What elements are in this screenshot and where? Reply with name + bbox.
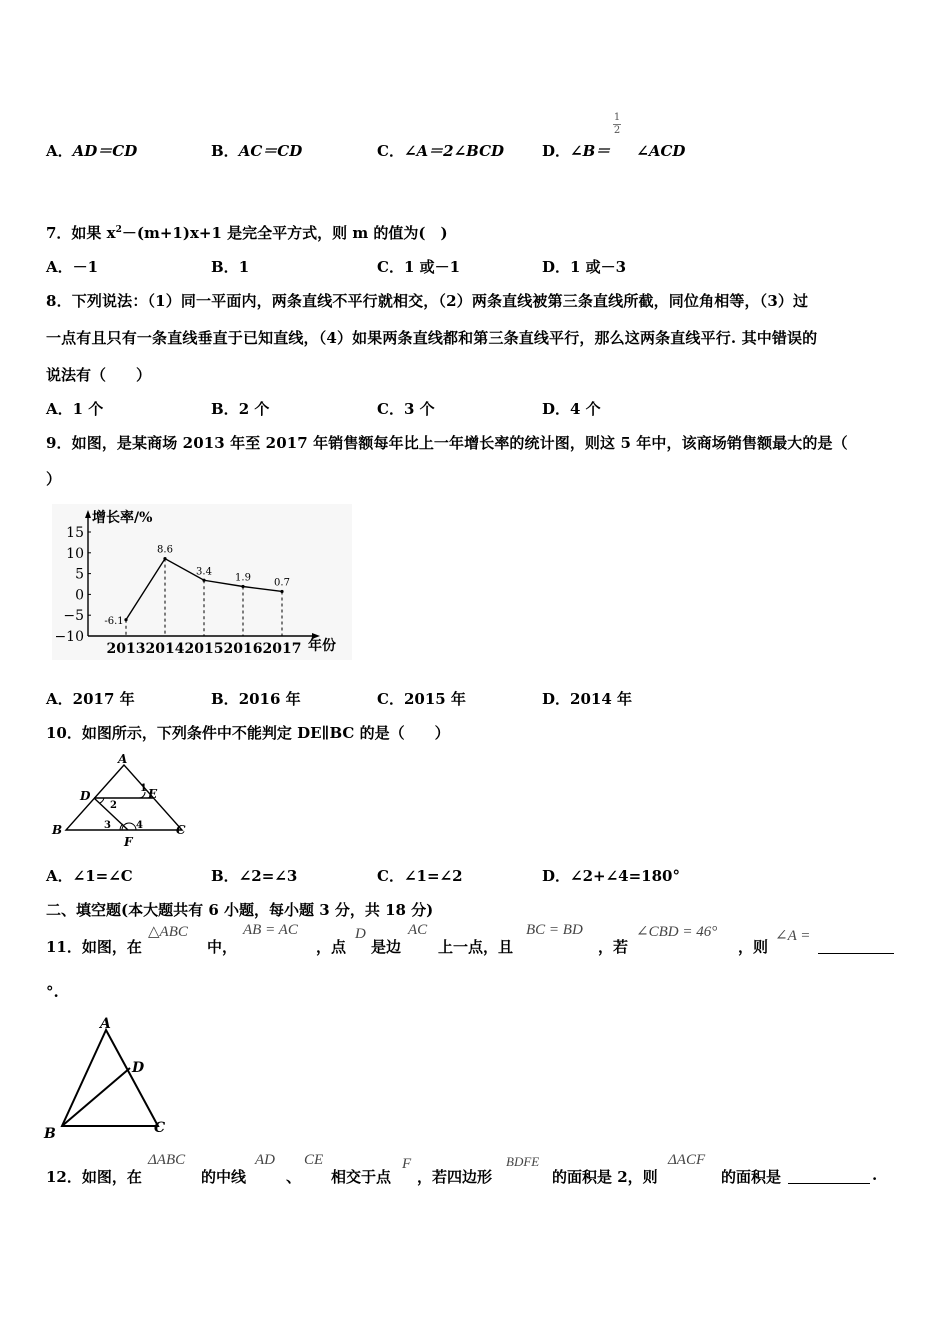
option-letter: D．: [542, 142, 571, 160]
option-text: 1 或－3: [570, 258, 627, 276]
option-letter: C．: [377, 867, 404, 885]
q11-math-bc-bd: BC = BD: [526, 922, 583, 938]
growth-rate-chart: [52, 504, 352, 660]
option-letter: D．: [542, 258, 571, 276]
option-text: 1 个: [72, 400, 104, 418]
option-text: 2017 年: [72, 690, 135, 708]
q12-text-2: 的中线: [201, 1168, 247, 1186]
chart-y-tick-label: 5: [75, 566, 84, 583]
q12-text-5: ，若四边形: [417, 1168, 493, 1186]
q9-option-c[interactable]: [377, 688, 466, 709]
q8-stem-line1: 8．下列说法：（1）同一平面内，两条直线不平行就相交，（2）两条直线被第三条直线所截，同位角相等，（3）过: [46, 292, 809, 310]
q7-option-c[interactable]: [377, 256, 460, 277]
option-letter: A．: [46, 142, 73, 160]
q6-option-a[interactable]: [46, 140, 137, 161]
q7-option-d[interactable]: [542, 256, 626, 277]
chart-y-tick-label: 15: [66, 525, 84, 541]
q8-option-a[interactable]: [46, 398, 103, 419]
option-letter: C．: [377, 258, 404, 276]
angle-label-1: 1: [140, 783, 147, 794]
q10-triangle-figure: [44, 750, 194, 850]
option-letter: B．: [211, 867, 239, 885]
q8-option-b[interactable]: [211, 398, 269, 419]
option-text: ∠ACD: [636, 142, 686, 160]
vertex-label-d: D: [132, 1060, 145, 1076]
angle-label-3: 3: [104, 820, 111, 831]
option-text: 1: [238, 258, 250, 276]
chart-y-tick-label: 10: [66, 545, 84, 562]
q12-math-f: F: [402, 1156, 412, 1172]
q11-text-tail: °.: [46, 983, 59, 1001]
vertex-label-f: F: [124, 835, 133, 849]
q6-option-c[interactable]: [377, 140, 504, 161]
stem-text: 7．如果 x: [46, 224, 116, 242]
option-text: AD＝CD: [72, 142, 138, 160]
option-text: －1: [72, 258, 99, 276]
angle-arc-2: [100, 798, 104, 803]
chart-x-tick-label: 2017: [262, 641, 302, 657]
q12-text-6: 的面积是 2，则: [552, 1168, 658, 1186]
q12-answer-blank[interactable]: [788, 1183, 870, 1184]
fraction-numerator: 1: [613, 112, 621, 123]
option-letter: D．: [542, 867, 571, 885]
option-text: ∠2+∠4=180°: [570, 867, 680, 885]
q11-math-d: D: [355, 926, 366, 942]
option-letter: C．: [377, 400, 404, 418]
q11-answer-blank[interactable]: [818, 953, 894, 954]
q9-stem-line1: 9．如图，是某商场 2013 年至 2017 年销售额每年比上一年增长率的统计图，则这 5 年中，该商场销售额最大的是（: [46, 434, 848, 452]
superscript: 2: [115, 225, 122, 235]
q9-option-d[interactable]: [542, 688, 632, 709]
chart-x-tick-label: 2013: [106, 641, 146, 657]
q8-option-c[interactable]: [377, 398, 435, 419]
chart-data-label: 3.4: [196, 566, 212, 578]
angle-label-2: 2: [110, 800, 117, 811]
option-letter: B．: [211, 690, 239, 708]
q11-math-triangle-abc: △ABC: [148, 924, 188, 940]
chart-data-point: [280, 590, 283, 593]
q11-text-1: 11．如图，在: [46, 938, 142, 956]
option-letter: D．: [542, 690, 571, 708]
chart-y-tick-label: 0: [75, 587, 84, 604]
q8-stem-line2: 一点有且只有一条直线垂直于已知直线，（4）如果两条直线都和第三条直线平行，那么这两条直线平行. 其中错误的: [46, 329, 818, 347]
chart-data-point: [202, 579, 205, 582]
q10-option-c[interactable]: [377, 865, 463, 886]
option-letter: A．: [46, 400, 73, 418]
vertex-label-a: A: [100, 1016, 111, 1032]
q6-option-b[interactable]: [211, 140, 302, 161]
chart-data-point: [241, 585, 244, 588]
chart-y-tick-label: −5: [63, 608, 84, 625]
q12-math-ce: CE: [304, 1152, 324, 1168]
option-text: AC＝CD: [238, 142, 303, 160]
vertex-label-e: E: [148, 787, 158, 801]
vertex-label-c: C: [176, 823, 186, 837]
q9-option-a[interactable]: [46, 688, 135, 709]
q11-text-5: 上一点，且: [438, 938, 514, 956]
segment-bd: [62, 1068, 130, 1126]
q9-stem-line2: ）: [46, 470, 62, 488]
vertex-label-a: A: [118, 752, 128, 766]
q12-math-bdfe: BDFE: [506, 1154, 540, 1169]
option-text: ∠B＝: [570, 142, 611, 160]
q9-option-b[interactable]: [211, 688, 301, 709]
option-letter: C．: [377, 690, 404, 708]
q10-option-a[interactable]: [46, 865, 133, 886]
q7-stem: [46, 222, 448, 243]
option-text: 3 个: [403, 400, 435, 418]
option-text: 4 个: [570, 400, 601, 418]
q12-math-triangle-acf: ΔACF: [668, 1152, 706, 1168]
q12-text-1: 12．如图，在: [46, 1168, 142, 1186]
option-text: 2014 年: [570, 690, 632, 708]
section-heading: 二、填空题(本大题共有 6 小题，每小题 3 分，共 18 分): [46, 901, 434, 919]
chart-data-label: 8.6: [157, 544, 173, 556]
option-letter: A．: [46, 690, 73, 708]
q11-text-6: ，若: [598, 938, 629, 956]
chart-y-tick-label: −10: [54, 629, 84, 645]
chart-ylabel: 增长率/%: [92, 510, 153, 526]
q12-text-3: 、: [286, 1168, 302, 1186]
option-text: ∠A＝2∠BCD: [403, 142, 505, 160]
chart-xlabel: 年份: [308, 638, 336, 654]
option-text: 2015 年: [403, 690, 466, 708]
vertex-label-d: D: [80, 789, 91, 803]
q12-text-4: 相交于点: [331, 1168, 392, 1186]
vertex-label-c: C: [154, 1120, 166, 1136]
q12-text-7: 的面积是: [721, 1168, 782, 1186]
chart-data-point: [124, 618, 127, 621]
chart-x-tick-label: 2014: [145, 641, 185, 657]
vertex-label-b: B: [44, 1126, 56, 1142]
q10-option-d[interactable]: [542, 865, 680, 886]
option-letter: A．: [46, 258, 73, 276]
q12-text-tail: .: [872, 1166, 878, 1184]
chart-x-tick-label: 2015: [184, 641, 224, 657]
q12-math-ad: AD: [255, 1152, 275, 1168]
triangle-abc: [62, 1030, 158, 1126]
angle-label-4: 4: [136, 820, 143, 831]
q11-math-angle-a: ∠A =: [775, 928, 811, 944]
option-text: 1 或－1: [403, 258, 461, 276]
q11-math-ac: AC: [408, 922, 428, 938]
q8-stem-line3: 说法有（ ）: [46, 366, 152, 384]
option-text: 2 个: [238, 400, 270, 418]
q11-triangle-figure: [40, 1012, 180, 1142]
q11-math-angle-cbd: ∠CBD = 46°: [636, 924, 718, 940]
option-text: ∠2=∠3: [238, 867, 298, 885]
q7-option-b[interactable]: [211, 256, 249, 277]
chart-data-label: 1.9: [235, 572, 251, 584]
chart-data-label: -6.1: [104, 615, 124, 627]
q11-text-3: ，点: [316, 938, 347, 956]
option-text: 2016 年: [238, 690, 301, 708]
chart-data-point: [163, 557, 166, 560]
q12-math-triangle-abc: ΔABC: [148, 1152, 186, 1168]
option-letter: B．: [211, 258, 239, 276]
option-text: ∠1=∠2: [403, 867, 463, 885]
vertex-label-b: B: [52, 823, 63, 837]
fraction-denominator: 2: [613, 125, 621, 136]
q11-math-ab-ac: AB = AC: [243, 922, 298, 938]
option-letter: D．: [542, 400, 571, 418]
q7-option-a[interactable]: [46, 256, 98, 277]
q10-option-b[interactable]: [211, 865, 297, 886]
q6-option-d[interactable]: [542, 140, 685, 161]
q8-option-d[interactable]: [542, 398, 601, 419]
option-letter: B．: [211, 400, 239, 418]
q11-text-2: 中，: [207, 938, 238, 956]
q11-text-7: ，则: [738, 938, 769, 956]
option-text: ∠1=∠C: [72, 867, 133, 885]
q11-text-4: 是边: [371, 938, 402, 956]
option-letter: C．: [377, 142, 404, 160]
stem-text: －(m+1)x+1 是完全平方式，则 m 的值为( ): [121, 224, 448, 242]
q10-stem: 10．如图所示，下列条件中不能判定 DE∥BC 的是（ ）: [46, 724, 450, 742]
option-letter: B．: [211, 142, 239, 160]
fraction-one-half: [613, 112, 621, 137]
chart-x-tick-label: 2016: [223, 641, 263, 657]
chart-data-label: 0.7: [274, 577, 290, 589]
option-letter: A．: [46, 867, 73, 885]
